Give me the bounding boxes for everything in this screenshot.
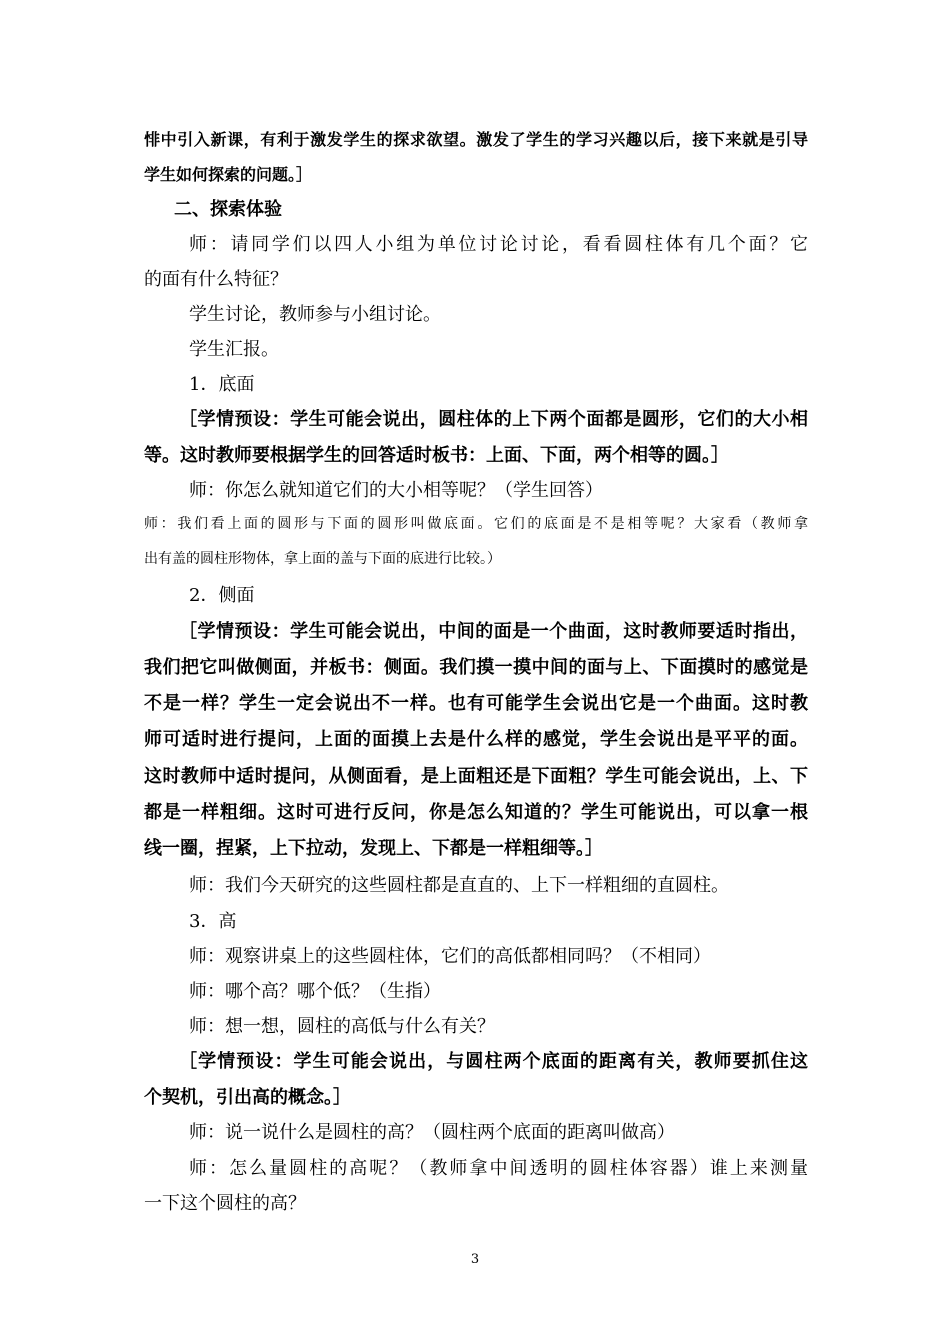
paragraph-line: 学生汇报。	[189, 339, 279, 360]
paragraph-line: 师：我们今天研究的这些圆柱都是直直的、上下一样粗细的直圆柱。	[189, 875, 729, 896]
paragraph-line: 线一圈，捏紧，上下拉动，发现上、下都是一样粗细等。］	[144, 838, 603, 859]
paragraph-line: 的面有什么特征？	[144, 269, 288, 290]
paragraph-line: 师：请同学们以四人小组为单位讨论讨论，看看圆柱体有几个面？它	[189, 234, 808, 255]
paragraph-line: ［学情预设：学生可能会说出，中间的面是一个曲面，这时教师要适时指出，	[179, 621, 808, 642]
paragraph-line: 师：说一说什么是圆柱的高？（圆柱两个底面的距离叫做高）	[189, 1122, 675, 1143]
paragraph-line: 悱中引入新课，有利于激发学生的探求欲望。激发了学生的学习兴趣以后，接下来就是引导	[144, 130, 808, 149]
paragraph-line: 师可适时进行提问，上面的面摸上去是什么样的感觉，学生会说出是平平的面。	[144, 729, 808, 750]
paragraph-line: 不是一样？学生一定会说出不一样。也有可能学生会说出它是一个曲面。这时教	[144, 693, 808, 714]
paragraph-line: 一下这个圆柱的高？	[144, 1193, 306, 1214]
page-number: 3	[470, 1252, 480, 1267]
paragraph-line: 师：我们看上面的圆形与下面的圆形叫做底面。它们的底面是不是相等呢？大家看（教师拿	[144, 516, 808, 532]
paragraph-line: 个契机，引出高的概念。］	[144, 1087, 351, 1108]
section-heading: 二、探索体验	[174, 199, 282, 220]
paragraph-line: 学生讨论，教师参与小组讨论。	[189, 304, 441, 325]
subheading: 2．侧面	[189, 585, 255, 606]
paragraph-line: 师：想一想，圆柱的高低与什么有关？	[189, 1016, 495, 1037]
subheading: 1．底面	[189, 374, 255, 395]
paragraph-line: 师：怎么量圆柱的高呢？（教师拿中间透明的圆柱体容器）谁上来测量	[189, 1158, 808, 1179]
paragraph-line: ［学情预设：学生可能会说出，圆柱体的上下两个面都是圆形，它们的大小相	[179, 409, 808, 430]
paragraph-line: 等。这时教师要根据学生的回答适时板书：上面、下面，两个相等的圆。］	[144, 445, 729, 466]
paragraph-line: 这时教师中适时提问，从侧面看，是上面粗还是下面粗？学生可能会说出，上、下	[144, 766, 808, 787]
paragraph-line: 我们把它叫做侧面，并板书：侧面。我们摸一摸中间的面与上、下面摸时的感觉是	[144, 657, 808, 678]
paragraph-line: 都是一样粗细。这时可进行反问，你是怎么知道的？学生可能说出，可以拿一根	[144, 802, 808, 823]
paragraph-line: 师：你怎么就知道它们的大小相等呢？（学生回答）	[189, 480, 603, 501]
paragraph-line: 师：观察讲桌上的这些圆柱体，它们的高低都相同吗？（不相同）	[189, 946, 711, 967]
paragraph-line: 师：哪个高？哪个低？（生指）	[189, 981, 441, 1002]
paragraph-line: 出有盖的圆柱形物体，拿上面的盖与下面的底进行比较。）	[144, 551, 501, 567]
subheading: 3．高	[189, 911, 237, 932]
paragraph-line: ［学情预设：学生可能会说出，与圆柱两个底面的距离有关，教师要抓住这	[179, 1051, 808, 1072]
paragraph-line: 学生如何探索的问题。］	[144, 165, 313, 184]
